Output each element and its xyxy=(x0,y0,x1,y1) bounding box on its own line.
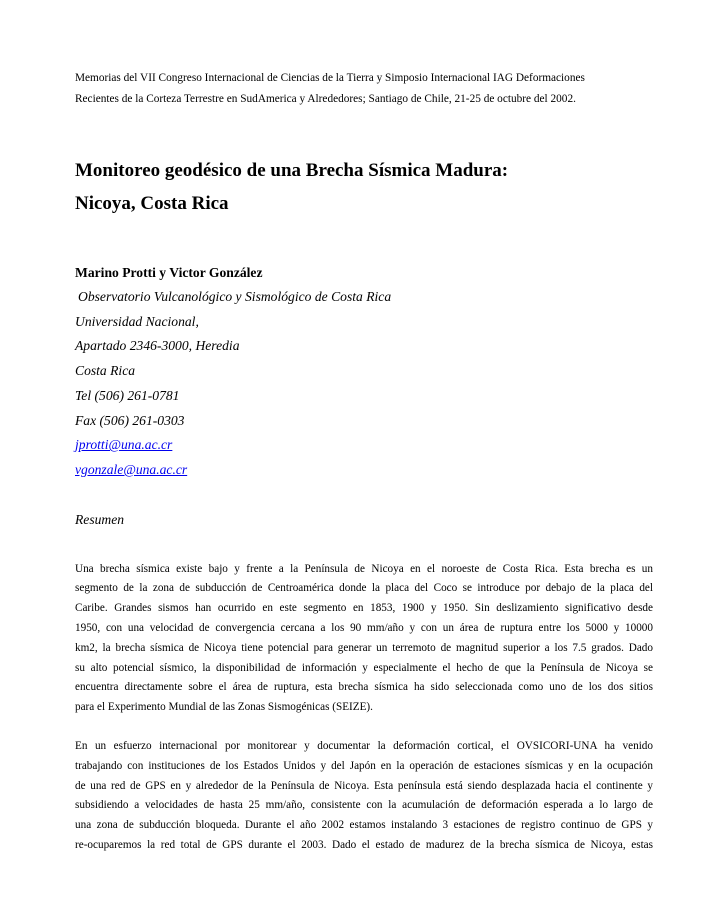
affiliation xyxy=(75,285,653,483)
title-line-2: Nicoya, Costa Rica xyxy=(75,193,229,214)
email-link-protti[interactable]: jprotti@una.ac.cr xyxy=(75,437,173,453)
abstract-paragraph-1 xyxy=(75,560,653,718)
affiliation-fax: Fax (506) 261-0303 xyxy=(75,412,185,428)
email-link-gonzalez[interactable]: vgonzale@una.ac.cr xyxy=(75,461,188,477)
paper-title xyxy=(75,154,653,220)
paragraph-line: su alto potencial sísmico, la disponibilidad de información y especialmente el hecho de que la Península de Nicoya se xyxy=(75,661,653,674)
affiliation-university: Universidad Nacional, xyxy=(75,313,199,329)
paragraph-line: re-ocuparemos la red total de GPS durante el 2003. Dado el estado de madurez de la brecha sísmica de Nicoya, estas xyxy=(75,838,653,851)
header-line-2: Recientes de la Corteza Terrestre en SudAmerica y Alrededores; Santiago de Chile, 21-25 de octubre del 2002. xyxy=(75,93,576,105)
paragraph-line: subsidiendo a velocidades de hasta 25 mm/año, consistente con la acumulación de deformación esperada a lo largo de xyxy=(75,799,653,812)
paragraph-line: km2, la brecha sísmica de Nicoya tiene potencial para generar un terremoto de magnitud superior a los 7.5 grados. Dado xyxy=(75,641,653,654)
abstract-heading: Resumen xyxy=(75,511,125,527)
paragraph-line: encuentra directamente sobre el área de ruptura, esta brecha sísmica ha sido seleccionada como uno de los dos sitios xyxy=(75,681,653,694)
affiliation-address: Apartado 2346-3000, Heredia xyxy=(75,338,240,354)
affiliation-phone: Tel (506) 261-0781 xyxy=(75,387,180,403)
paragraph-line: para el Experimento Mundial de las Zonas Sismogénicas (SEIZE). xyxy=(75,701,373,714)
paragraph-line: trabajando con instituciones de los Estados Unidos y del Japón en la operación de estaciones sísmicas y en la ocupación xyxy=(75,759,653,772)
paragraph-line: segmento de la zona de subducción de Centroamérica donde la placa del Coco se introduce por debajo de la placa del xyxy=(75,582,653,595)
paragraph-line: 1950, con una velocidad de convergencia cercana a los 90 mm/año y con un área de ruptura entre los 5000 y 10000 xyxy=(75,622,653,635)
page xyxy=(75,68,653,856)
paragraph-line: de una red de GPS en y alrededor de la Península de Nicoya. Esta península está siendo desplazada hacia el continente y xyxy=(75,779,653,792)
title-line-1: Monitoreo geodésico de una Brecha Sísmica Madura: xyxy=(75,160,509,181)
paragraph-line: Una brecha sísmica existe bajo y frente a la Península de Nicoya en el noroeste de Costa Rica. Esta brecha es un xyxy=(75,562,653,575)
affiliation-country: Costa Rica xyxy=(75,363,136,379)
paragraph-line: Caribe. Grandes sismos han ocurrido en este segmento en 1853, 1900 y 1950. Sin deslizamiento significativo desde xyxy=(75,602,653,615)
conference-header xyxy=(75,68,653,110)
authors: Marino Protti y Victor González xyxy=(75,265,263,280)
affiliation-institute: Observatorio Vulcanológico y Sismológico de Costa Rica xyxy=(78,289,392,304)
abstract-paragraph-2 xyxy=(75,737,653,856)
paragraph-line: En un esfuerzo internacional por monitorear y documentar la deformación cortical, el OVSICORI-UNA ha venido xyxy=(75,740,653,752)
header-line-1: Memorias del VII Congreso Internacional de Ciencias de la Tierra y Simposio Internacional IAG Deformaciones xyxy=(75,72,585,84)
paragraph-line: una zona de subducción bloqueda. Durante el año 2002 estamos instalando 3 estaciones de registro continuo de GPS y xyxy=(75,819,653,832)
